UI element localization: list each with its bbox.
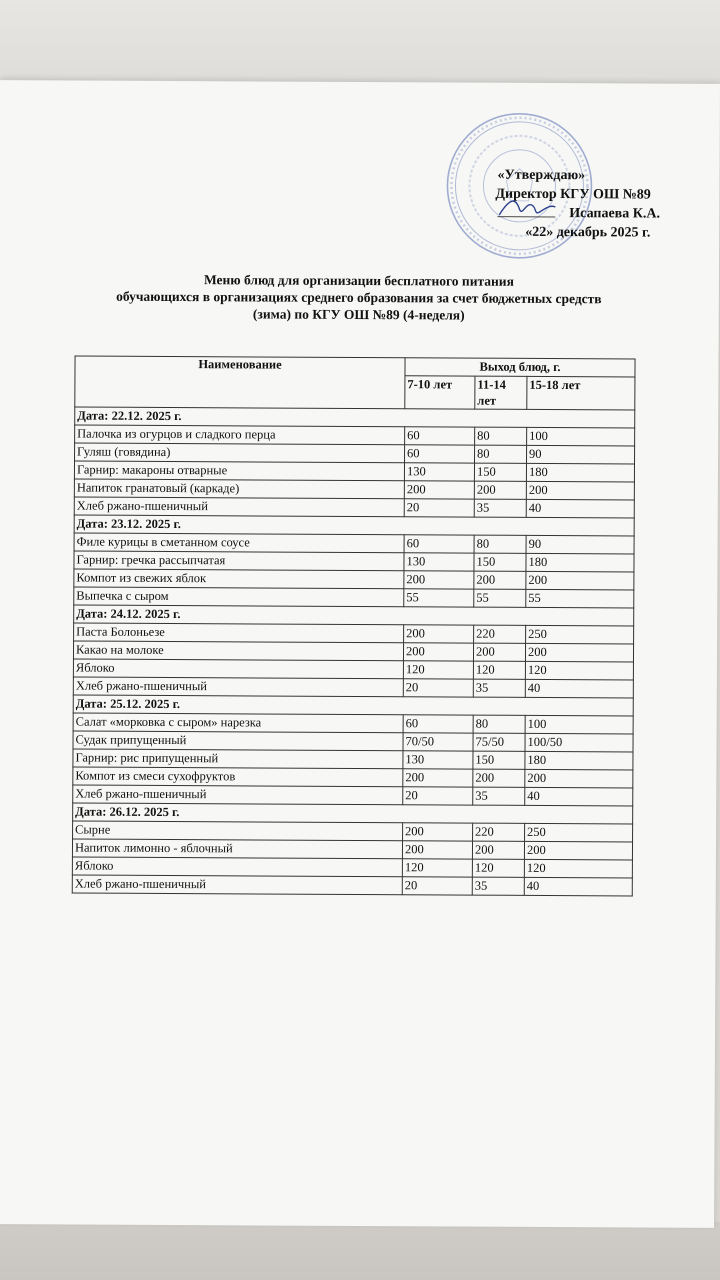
portion-cell: 40: [525, 787, 633, 806]
portion-cell: 75/50: [473, 733, 525, 751]
portion-cell: 55: [474, 589, 526, 607]
dish-name-cell: Яблоко: [73, 659, 403, 679]
portion-cell: 100: [527, 427, 635, 446]
title-line-1: Меню блюд для организации бесплатного питания: [203, 272, 514, 289]
portion-cell: 200: [404, 571, 474, 589]
portion-cell: 35: [473, 679, 525, 697]
header-name: Наименование: [75, 356, 405, 409]
portion-cell: 20: [404, 499, 474, 517]
dish-name-cell: Хлеб ржано-пшеничный: [73, 677, 403, 697]
portion-cell: 40: [524, 877, 632, 896]
portion-cell: 200: [525, 643, 633, 662]
date-cell: Дата: 22.12. 2025 г.: [75, 407, 635, 428]
dish-name-cell: Хлеб ржано-пшеничный: [73, 785, 403, 805]
portion-cell: 120: [524, 859, 632, 878]
approval-name: Исапаева К.А.: [569, 206, 661, 222]
dish-name-cell: Гуляш (говядина): [75, 443, 405, 463]
portion-cell: 20: [402, 877, 472, 895]
portion-cell: 120: [472, 859, 524, 877]
portion-cell: 20: [403, 679, 473, 697]
date-cell: Дата: 25.12. 2025 г.: [73, 695, 633, 716]
portion-cell: 150: [474, 553, 526, 571]
signature-icon: [497, 195, 557, 221]
dish-name-cell: Салат «морковка с сыром» нарезка: [73, 713, 403, 733]
header-output: Выход блюд, г.: [405, 358, 635, 377]
portion-cell: 200: [403, 769, 473, 787]
dish-name-cell: Паста Болоньезе: [74, 623, 404, 643]
portion-cell: 250: [525, 823, 633, 842]
dish-name-cell: Хлеб ржано-пшеничный: [74, 497, 404, 517]
table-row: [72, 875, 632, 896]
approval-label: «Утверждаю»: [497, 167, 586, 184]
portion-cell: 60: [403, 715, 473, 733]
portion-cell: 80: [473, 715, 525, 733]
portion-cell: 200: [526, 571, 634, 590]
portion-cell: 20: [403, 787, 473, 805]
portion-cell: 60: [405, 445, 475, 463]
portion-cell: 80: [474, 535, 526, 553]
age-group-7-10: 7-10 лет: [405, 376, 475, 409]
portion-cell: 120: [402, 859, 472, 877]
portion-cell: 130: [404, 553, 474, 571]
portion-cell: 80: [475, 445, 527, 463]
date-cell: Дата: 24.12. 2025 г.: [74, 605, 634, 626]
portion-cell: 200: [404, 481, 474, 499]
portion-cell: 150: [473, 751, 525, 769]
portion-cell: 60: [405, 427, 475, 445]
dish-name-cell: Напиток лимонно - яблочный: [72, 839, 402, 859]
age-group-11-14: 11-14 лет: [475, 376, 527, 409]
portion-cell: 100: [525, 715, 633, 734]
portion-cell: 130: [404, 463, 474, 481]
dish-name-cell: Компот из смеси сухофруктов: [73, 767, 403, 787]
portion-cell: 70/50: [403, 733, 473, 751]
portion-cell: 35: [474, 499, 526, 517]
dish-name-cell: Сырне: [73, 821, 403, 841]
portion-cell: 180: [525, 751, 633, 770]
portion-cell: 120: [403, 661, 473, 679]
menu-body: [72, 407, 635, 896]
background-surface: [0, 0, 720, 92]
portion-cell: 40: [526, 499, 634, 518]
portion-cell: 200: [403, 823, 473, 841]
dish-name-cell: Гарнир: рис припущенный: [73, 749, 403, 769]
dish-name-cell: Судак припущенный: [73, 731, 403, 751]
dish-name-cell: Выпечка с сыром: [74, 587, 404, 607]
menu-table: [72, 356, 636, 897]
dish-name-cell: Палочка из огурцов и сладкого перца: [75, 425, 405, 445]
portion-cell: 220: [474, 625, 526, 643]
title-line-2: обучающихся в организациях среднего образования за счет бюджетных средств: [116, 288, 602, 307]
portion-cell: 55: [404, 589, 474, 607]
portion-cell: 250: [526, 625, 634, 644]
portion-cell: 35: [472, 877, 524, 895]
portion-cell: 100/50: [525, 733, 633, 752]
portion-cell: 220: [473, 823, 525, 841]
portion-cell: 200: [473, 769, 525, 787]
portion-cell: 35: [473, 787, 525, 805]
portion-cell: 40: [525, 679, 633, 698]
portion-cell: 55: [526, 589, 634, 608]
portion-cell: 120: [525, 661, 633, 680]
date-cell: Дата: 23.12. 2025 г.: [74, 515, 634, 536]
portion-cell: 200: [403, 643, 473, 661]
dish-name-cell: Компот из свежих яблок: [74, 569, 404, 589]
portion-cell: 200: [474, 571, 526, 589]
date-cell: Дата: 26.12. 2025 г.: [73, 803, 633, 824]
dish-name-cell: Яблоко: [72, 857, 402, 877]
dish-name-cell: Гарнир: макароны отварные: [74, 461, 404, 481]
portion-cell: 120: [473, 661, 525, 679]
table-header-row: [75, 356, 635, 377]
portion-cell: 180: [526, 463, 634, 482]
age-group-15-18: 15-18 лет: [527, 376, 635, 410]
dish-name-cell: Хлеб ржано-пшеничный: [72, 875, 402, 895]
portion-cell: 60: [404, 535, 474, 553]
dish-name-cell: Филе курицы в сметанном соусе: [74, 533, 404, 553]
document-title: [59, 270, 659, 324]
portion-cell: 200: [472, 841, 524, 859]
portion-cell: 200: [474, 481, 526, 499]
background-surface-bottom: [0, 1222, 720, 1280]
dish-name-cell: Гарнир: гречка рассыпчатая: [74, 551, 404, 571]
portion-cell: 90: [526, 535, 634, 554]
portion-cell: 150: [474, 463, 526, 481]
portion-cell: 200: [402, 841, 472, 859]
paper-sheet: [0, 80, 720, 1228]
portion-cell: 90: [527, 445, 635, 464]
approval-block: [470, 165, 680, 241]
approval-position: Директор КГУ ОШ №89: [495, 186, 651, 203]
portion-cell: 80: [475, 427, 527, 445]
title-line-3: (зима) по КГУ ОШ №89 (4-неделя): [252, 306, 465, 323]
portion-cell: 200: [526, 481, 634, 500]
portion-cell: 180: [526, 553, 634, 572]
portion-cell: 200: [404, 625, 474, 643]
portion-cell: 200: [525, 769, 633, 788]
approval-date: «22» декабрь 2025 г.: [525, 224, 651, 241]
portion-cell: 200: [473, 643, 525, 661]
dish-name-cell: Какао на молоке: [73, 641, 403, 661]
portion-cell: 200: [524, 841, 632, 860]
portion-cell: 130: [403, 751, 473, 769]
dish-name-cell: Напиток гранатовый (каркаде): [74, 479, 404, 499]
